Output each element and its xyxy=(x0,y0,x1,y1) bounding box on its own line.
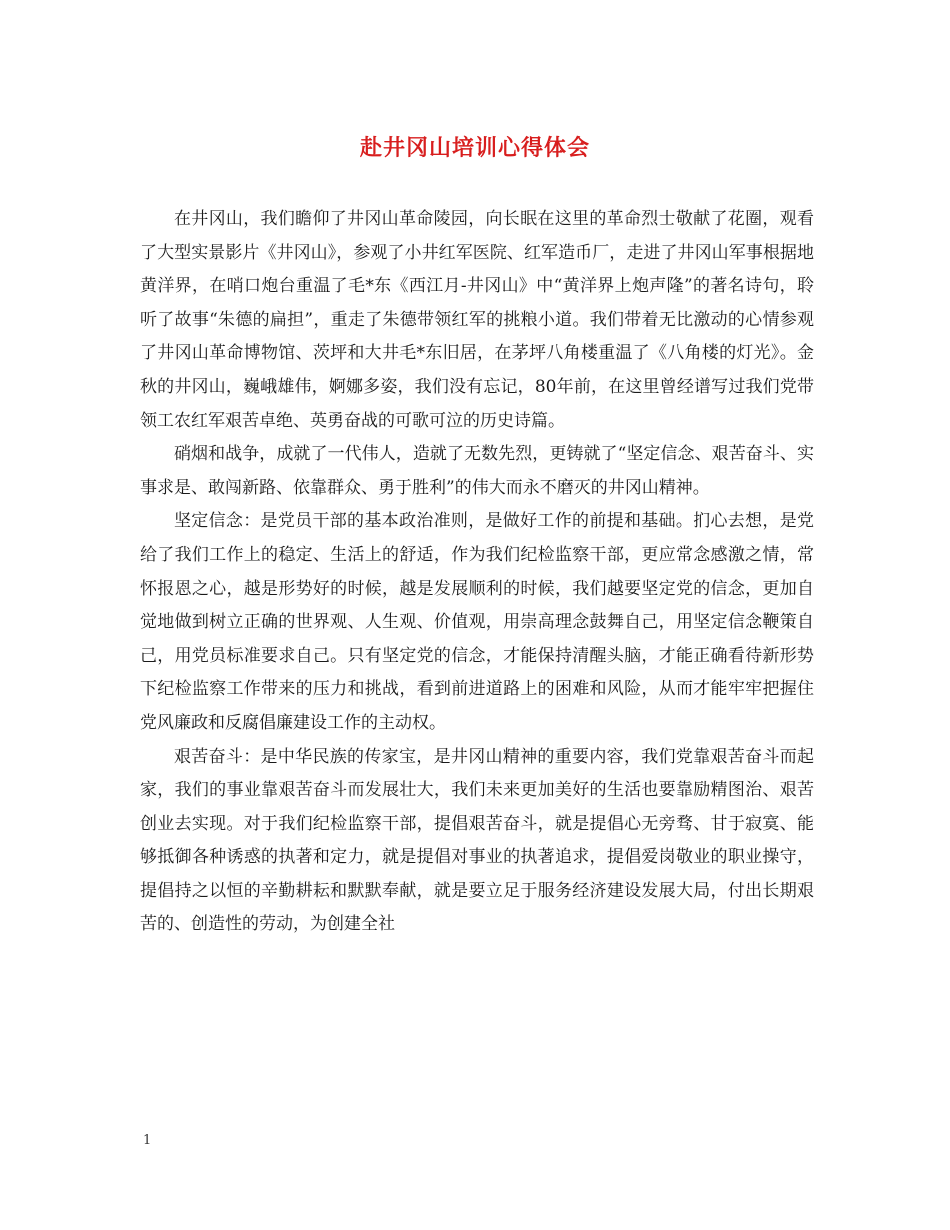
paragraph-2: 硝烟和战争，成就了一代伟人，造就了无数先烈，更铸就了“坚定信念、艰苦奋斗、实事求是、敢闯新路、依靠群众、勇于胜利”的伟大而永不磨灭的井冈山精神。 xyxy=(140,444,814,498)
document-body xyxy=(140,203,814,942)
document-title: 赴井冈山培训心得体会 xyxy=(359,135,590,161)
paragraph-3: 坚定信念：是党员干部的基本政治准则，是做好工作的前提和基础。扪心去想，是党给了我们工作上的稳定、生活上的舒适，作为我们纪检监察干部，更应常念感激之情，常怀报恩之心，越是形势好的时候，越是发展顺利的时候，我们越要坚定党的信念，更加自觉地做到树立正确的世界观、人生观、价值观，用崇高理念鼓舞自己，用坚定信念鞭策自己，用党员标准要求自己。只有坚定党的信念，才能保持清醒头脑，才能正确看待新形势下纪检监察工作带来的压力和挑战，看到前进道路上的困难和风险，从而才能牢牢把握住党风廉政和反腐倡廉建设工作的主动权。 xyxy=(140,511,814,733)
page-number: 1 xyxy=(143,1133,152,1148)
paragraph-4: 艰苦奋斗：是中华民族的传家宝，是井冈山精神的重要内容，我们党靠艰苦奋斗而起家，我们的事业靠艰苦奋斗而发展壮大，我们未来更加美好的生活也要靠励精图治、艰苦创业去实现。对于我们纪检监察干部，提倡艰苦奋斗，就是提倡心无旁骛、甘于寂寞、能够抵御各种诱惑的执著和定力，就是提倡对事业的执著追求，提倡爱岗敬业的职业操守，提倡持之以恒的辛勤耕耘和默默奉献，就是要立足于服务经济建设发展大局，付出长期艰苦的、创造性的劳动，为创建全社 xyxy=(140,746,814,935)
paragraph-1: 在井冈山，我们瞻仰了井冈山革命陵园，向长眠在这里的革命烈士敬献了花圈，观看了大型实景影片《井冈山》，参观了小井红军医院、红军造币厂，走进了井冈山军事根据地黄洋界，在哨口炮台重温了毛*东《西江月-井冈山》中“黄洋界上炮声隆”的著名诗句，聆听了故事“朱德的扁担”，重走了朱德带领红军的挑粮小道。我们带着无比激动的心情参观了井冈山革命博物馆、茨坪和大井毛*东旧居，在茅坪八角楼重温了《八角楼的灯光》。金秋的井冈山，巍峨雄伟，婀娜多姿，我们没有忘记，80年前，在这里曾经谱写过我们党带领工农红军艰苦卓绝、英勇奋战的可歌可泣的历史诗篇。 xyxy=(140,209,814,431)
